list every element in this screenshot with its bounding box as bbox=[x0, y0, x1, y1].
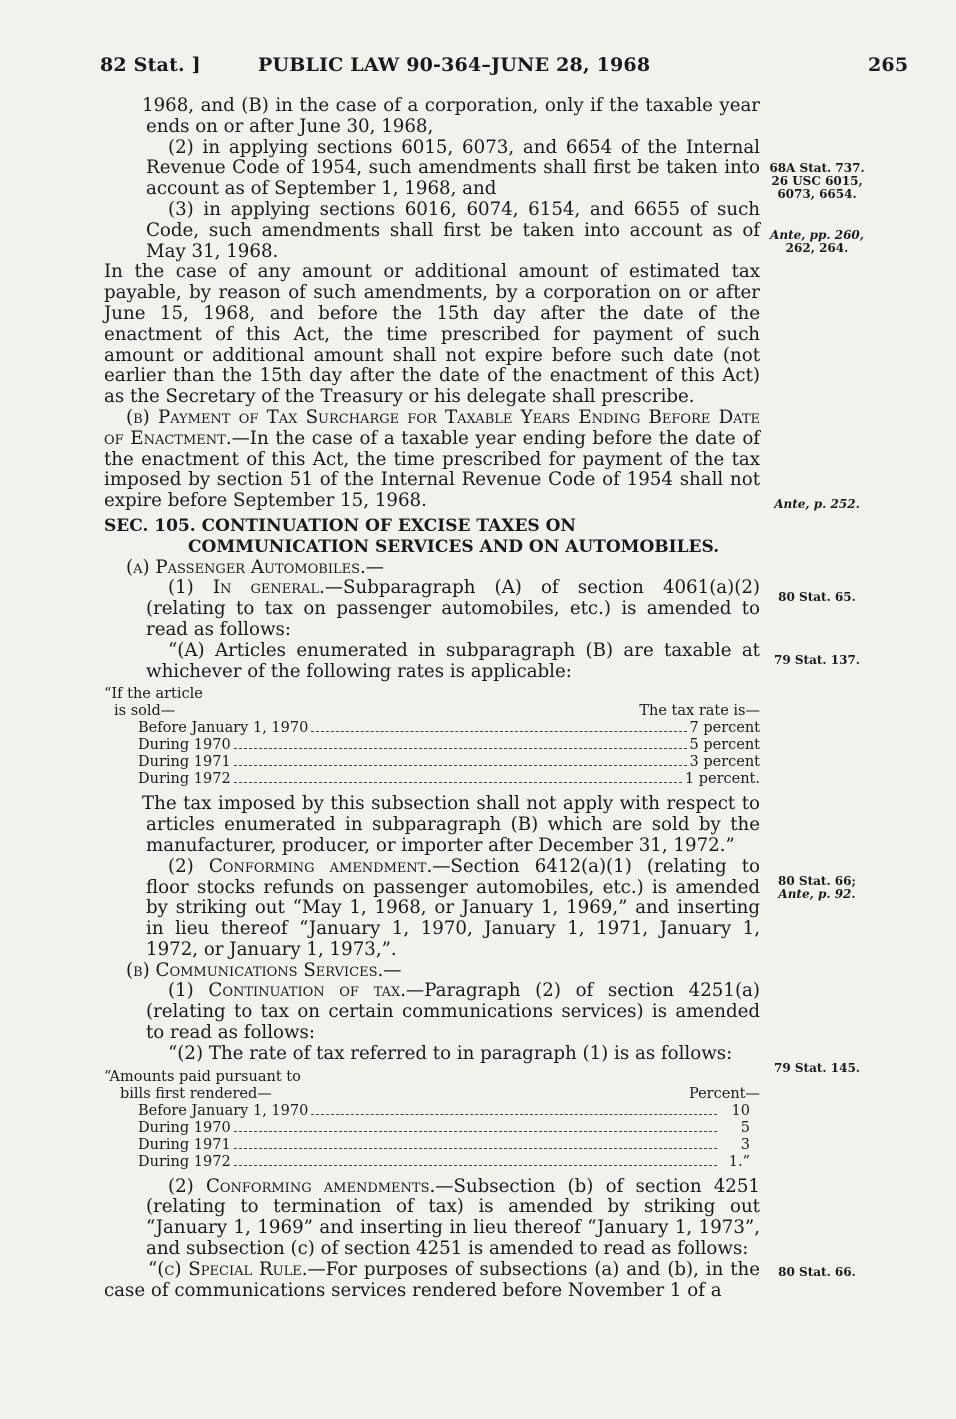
margin-note-79-stat-137: 79 Stat. 137. bbox=[774, 653, 860, 667]
table-head-row bbox=[104, 703, 760, 720]
paragraph-a2 bbox=[104, 857, 760, 961]
margin-note-line: Ante, pp. 260, bbox=[770, 228, 864, 242]
row-value: 1.” bbox=[728, 1153, 750, 1170]
margin-note-ante-252 bbox=[762, 498, 872, 511]
table-head-right: Percent— bbox=[689, 1085, 760, 1102]
document-body bbox=[104, 96, 760, 1301]
paragraph-3: (3) in applying sections 6016, 6074, 6154, and 6655 of such Code, such amendments shall first be taken into account as of May 31, 1968. bbox=[146, 198, 760, 262]
paragraph-after-table-1: The tax imposed by this subsection shall not apply with respect to articles enumerated in subparagraph (B) which are sold by the manufacturer, producer, or importer after December 31, 1972.” bbox=[142, 793, 760, 856]
subsection-b-comm-heading bbox=[104, 961, 760, 982]
table-row bbox=[104, 754, 760, 771]
row-label: During 1972 bbox=[138, 771, 231, 788]
margin-note-80-stat-65: 80 Stat. 65. bbox=[778, 590, 856, 604]
paragraph-c-heading: “(c) Special Rule. bbox=[148, 1258, 308, 1280]
margin-note-ante-pages bbox=[762, 229, 872, 255]
subsection-a-heading bbox=[104, 558, 760, 579]
page-number: 265 bbox=[868, 54, 909, 76]
row-label: Before January 1, 1970 bbox=[138, 1102, 309, 1119]
margin-note-line: 26 USC 6015, bbox=[771, 174, 863, 188]
paragraph-a1 bbox=[104, 578, 760, 640]
row-value: 1 percent. bbox=[684, 771, 760, 788]
margin-note-80-stat-66: 80 Stat. 66. bbox=[778, 1265, 856, 1279]
subsection-b-comm-title: (b) Communications Services.— bbox=[126, 959, 402, 981]
quoted-paragraph-2: “(2) The rate of tax referred to in paragraph (1) is as follows: bbox=[168, 1042, 733, 1064]
table-head-left-1: “Amounts paid pursuant to bbox=[104, 1068, 301, 1085]
table-row bbox=[104, 1103, 760, 1120]
table-row bbox=[104, 1154, 760, 1171]
table-row bbox=[104, 1137, 760, 1154]
paragraph-a2-heading: (2) Conforming amendment. bbox=[168, 855, 433, 877]
row-label: During 1971 bbox=[138, 754, 231, 771]
header-title: PUBLIC LAW 90-364–JUNE 28, 1968 bbox=[258, 54, 651, 76]
row-value: 7 percent bbox=[689, 720, 760, 737]
table-row bbox=[104, 1120, 760, 1137]
paragraph-c-text: —For purposes of subsections (a) and (b), in the case of communications services rendered before November 1 of a bbox=[104, 1258, 760, 1301]
margin-note-line: 262, 264. bbox=[785, 241, 849, 255]
rate-table-automobiles bbox=[104, 686, 760, 788]
paragraph-b1 bbox=[104, 981, 760, 1043]
row-value: 5 bbox=[740, 1119, 750, 1136]
table-head-left-2: is sold— bbox=[114, 703, 176, 720]
row-label: During 1970 bbox=[138, 737, 231, 754]
section-105-heading: SEC. 105. CONTINUATION OF EXCISE TAXES ON COMMUNICATION SERVICES AND ON AUTOMOBILES. bbox=[104, 515, 720, 557]
quoted-subparagraph-a: “(A) Articles enumerated in subparagraph (B) are taxable at whichever of the following rates is applicable: bbox=[146, 639, 760, 682]
margin-note-line: 80 Stat. 66; bbox=[778, 874, 856, 888]
row-label: During 1971 bbox=[138, 1136, 231, 1153]
row-label: Before January 1, 1970 bbox=[138, 720, 309, 737]
row-label: During 1970 bbox=[138, 1119, 231, 1136]
paragraph-b1-text: —Paragraph (2) of section 4251(a) (relating to tax on certain communications services) is amended to read as follows: bbox=[146, 980, 760, 1044]
subsection-b-text: —In the case of a taxable year ending before the date of the enactment of this Act, the time prescribed for payment of the tax imposed by section 51 of the Internal Revenue Code of 1954 shall not expire before September 15, 1968. bbox=[104, 427, 761, 512]
paragraph-a2-text: —Section 6412(a)(1) (relating to floor stocks refunds on passenger automobiles, etc.) is amended by striking out “May 1, 1968, or January 1, 1969,” and inserting in lieu thereof “January 1, 1970, January 1, 1971, January 1, 1972, or January 1, 1973,”. bbox=[146, 855, 761, 960]
margin-note-80-stat-66-ante-92 bbox=[762, 875, 872, 901]
paragraph-estimated-tax: In the case of any amount or additional amount of estimated tax payable, by reason of such amendments, by a corporation on or after June 15, 1968, and before the 15th day after the date of the enactment of this Act, the time prescribed for payment of such amount or additional amount shall not expire before such date (not earlier than the 15th day after the date of the enactment of this Act) as the Secretary of the Treasury or his delegate shall prescribe. bbox=[104, 261, 760, 408]
table-row bbox=[104, 720, 760, 737]
table-head-row bbox=[104, 1086, 760, 1103]
margin-note-line: 68A Stat. 737. bbox=[769, 161, 865, 175]
margin-note-statutes bbox=[762, 162, 872, 201]
table-row bbox=[104, 737, 760, 754]
paragraph-b2 bbox=[104, 1177, 760, 1260]
paragraph-2: (2) in applying sections 6015, 6073, and 6654 of the Internal Revenue Code of 1954, such amendments shall first be taken into account as of September 1, 1968, and bbox=[146, 136, 760, 200]
table-head-left-2: bills first rendered— bbox=[120, 1085, 272, 1102]
subsection-b bbox=[104, 408, 760, 512]
table-head-left-1: “If the article bbox=[104, 686, 203, 703]
margin-note-line: 6073, 6654. bbox=[777, 187, 857, 201]
paragraph-a1-text: —Subparagraph (A) of section 4061(a)(2) (relating to tax on passenger automobiles, etc.) is amended to read as follows: bbox=[146, 577, 760, 640]
table-head-right: The tax rate is— bbox=[639, 703, 760, 720]
paragraph-1b-continued: 1968, and (B) in the case of a corporation, only if the taxable year ends on or after June 30, 1968, bbox=[142, 95, 760, 137]
margin-note-line: Ante, p. 252. bbox=[774, 497, 860, 511]
row-value: 10 bbox=[731, 1102, 750, 1119]
margin-note-79-stat-145: 79 Stat. 145. bbox=[774, 1061, 860, 1075]
paragraph-b2-text: —Subsection (b) of section 4251 (relating to termination of tax) is amended by striking out “January 1, 1969” and inserting in lieu thereof “January 1, 1973”, and subsection (c) of section 4251 is amended to read as follows: bbox=[146, 1175, 761, 1260]
paragraph-b2-heading: (2) Conforming amendments. bbox=[168, 1175, 436, 1197]
paragraph-b1-heading: (1) Continuation of tax. bbox=[168, 980, 406, 1002]
paragraph-c-special-rule bbox=[104, 1260, 760, 1302]
margin-note-line: Ante, p. 92. bbox=[778, 887, 856, 901]
row-value: 3 bbox=[740, 1136, 750, 1153]
row-label: During 1972 bbox=[138, 1153, 231, 1170]
subsection-a-title: (a) Passenger Automobiles.— bbox=[126, 556, 384, 578]
rate-table-communications bbox=[104, 1069, 760, 1171]
table-row bbox=[104, 771, 760, 788]
row-value: 3 percent bbox=[689, 754, 760, 771]
header-stat-ref: 82 Stat. ] bbox=[100, 54, 201, 76]
row-value: 5 percent bbox=[689, 737, 760, 754]
paragraph-a1-heading: (1) In general. bbox=[168, 577, 325, 599]
subsection-b-heading: (b) Payment of Tax Surcharge for Taxable Years Ending Before Date of Enactment. bbox=[104, 406, 760, 449]
